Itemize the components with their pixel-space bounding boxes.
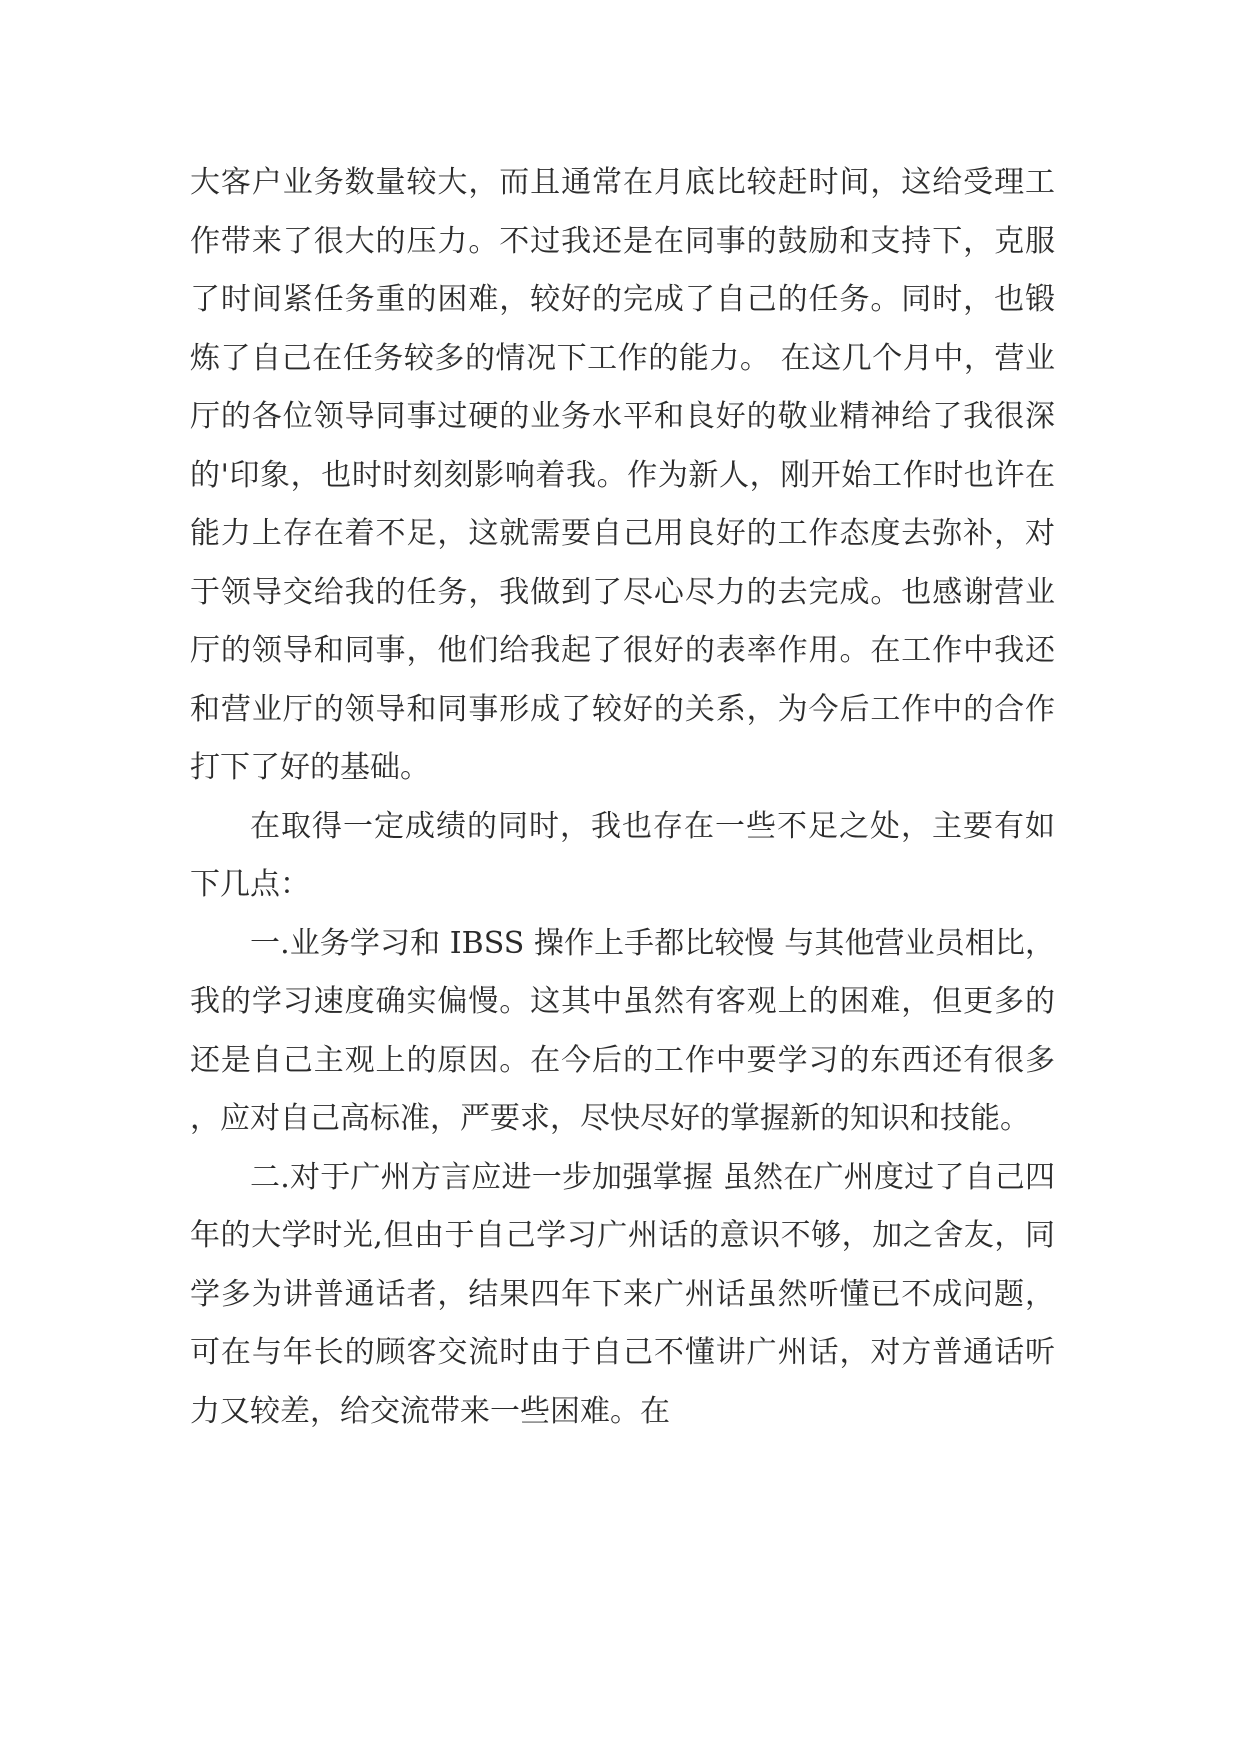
- body-text: [190, 154, 1055, 1441]
- paragraph-4: 二.对于广州方言应进一步加强掌握 虽然在广州度过了自己四年的大学时光,但由于自己学习广州话的意识不够，加之舍友，同学多为讲普通话者，结果四年下来广州话虽然听懂已不成问题，可在与年长的顾客交流时由于自己不懂讲广州话，对方普通话听力又较差，给交流带来一些困难。在: [190, 1159, 1055, 1429]
- paragraph-1: 大客户业务数量较大，而且通常在月底比较赶时间，这给受理工作带来了很大的压力。不过我还是在同事的鼓励和支持下，克服了时间紧任务重的困难，较好的完成了自己的任务。同时，也锻炼了自己在任务较多的情况下工作的能力。 在这几个月中，营业厅的各位领导同事过硬的业务水平和良好的敬业精神给了我很深的'印象，也时时刻刻影响着我。作为新人，刚开始工作时也许在能力上存在着不足，这就需要自己用良好的工作态度去弥补，对于领导交给我的任务，我做到了尽心尽力的去完成。也感谢营业厅的领导和同事，他们给我起了很好的表率作用。在工作中我还和营业厅的领导和同事形成了较好的关系，为今后工作中的合作打下了好的基础。: [190, 165, 1055, 785]
- paragraph-3: 一.业务学习和 IBSS 操作上手都比较慢 与其他营业员相比，我的学习速度确实偏慢。这其中虽然有客观上的困难，但更多的还是自己主观上的原因。在今后的工作中要学习的东西还有很多，应对自己高标准，严要求，尽快尽好的掌握新的知识和技能。: [190, 925, 1055, 1136]
- paragraph-2: 在取得一定成绩的同时，我也存在一些不足之处，主要有如下几点：: [190, 808, 1055, 902]
